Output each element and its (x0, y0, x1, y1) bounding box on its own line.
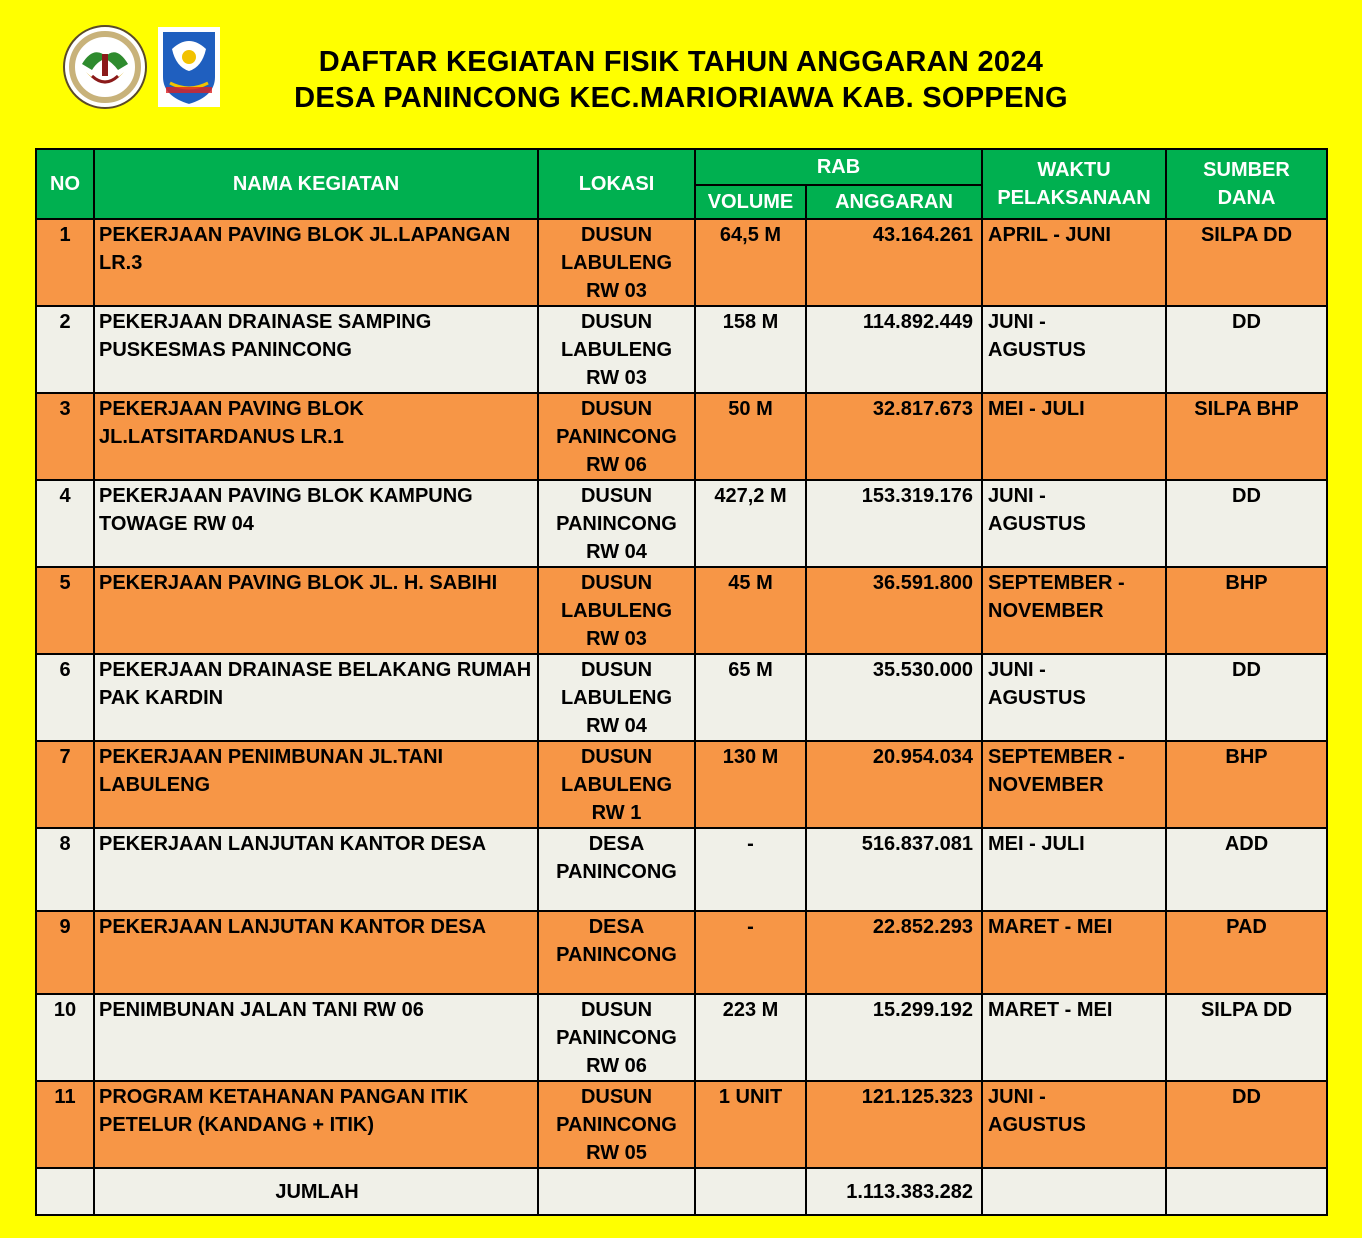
lokasi-line: RW 06 (586, 454, 647, 476)
cell-nama-kegiatan: PEKERJAAN PAVING BLOK JL.LAPANGAN LR.3 (94, 219, 538, 306)
waktu-line: MARET - MEI (988, 999, 1113, 1021)
total-cell-lokasi (538, 1168, 695, 1215)
cell-nama-kegiatan: PEKERJAAN LANJUTAN KANTOR DESA (94, 828, 538, 911)
cell-nama-kegiatan: PEKERJAAN DRAINASE BELAKANG RUMAH PAK KARDIN (94, 654, 538, 741)
cell-nama-kegiatan: PEKERJAAN DRAINASE SAMPING PUSKESMAS PANINCONG (94, 306, 538, 393)
cell-sumber-dana: ADD (1166, 828, 1327, 911)
cell-no: 3 (36, 393, 94, 480)
cell-volume: 50 M (695, 393, 806, 480)
lokasi-line: PANINCONG (556, 944, 677, 966)
title-line-2: DESA PANINCONG KEC.MARIORIAWA KAB. SOPPENG (294, 82, 1068, 114)
cell-no: 9 (36, 911, 94, 994)
lokasi-line: DUSUN (580, 224, 653, 246)
lokasi-line: DESA (588, 833, 645, 855)
lokasi-line: RW 03 (586, 280, 647, 302)
cell-volume: 1 UNIT (695, 1081, 806, 1168)
cell-waktu-pelaksanaan (982, 741, 1166, 828)
cell-nama-kegiatan: PEKERJAAN LANJUTAN KANTOR DESA (94, 911, 538, 994)
cell-waktu-pelaksanaan (982, 654, 1166, 741)
cell-lokasi (538, 480, 695, 567)
total-label: JUMLAH (94, 1168, 538, 1215)
header-waktu-line-1: WAKTU (1037, 159, 1111, 181)
cell-no: 11 (36, 1081, 94, 1168)
waktu-line: JUNI - (988, 1086, 1046, 1108)
lokasi-line: RW 04 (586, 715, 647, 737)
cell-volume: 223 M (695, 994, 806, 1081)
cell-sumber-dana: DD (1166, 306, 1327, 393)
lokasi-line: RW 05 (586, 1142, 647, 1164)
cell-nama-kegiatan: PENIMBUNAN JALAN TANI RW 06 (94, 994, 538, 1081)
title-line-1: DAFTAR KEGIATAN FISIK TAHUN ANGGARAN 2024 (318, 46, 1044, 78)
cell-no: 6 (36, 654, 94, 741)
waktu-line: AGUSTUS (988, 513, 1086, 535)
waktu-line: AGUSTUS (988, 339, 1086, 361)
cell-anggaran: 43.164.261 (806, 219, 982, 306)
cell-sumber-dana: SILPA DD (1166, 219, 1327, 306)
table-row (36, 306, 1327, 393)
total-cell-no (36, 1168, 94, 1215)
cell-no: 8 (36, 828, 94, 911)
cell-volume: 427,2 M (695, 480, 806, 567)
cell-no: 2 (36, 306, 94, 393)
lokasi-line: RW 04 (586, 541, 647, 563)
waktu-line: AGUSTUS (988, 1114, 1086, 1136)
cell-lokasi (538, 567, 695, 654)
total-anggaran: 1.113.383.282 (806, 1168, 982, 1215)
cell-volume: 130 M (695, 741, 806, 828)
lokasi-line: RW 06 (586, 1055, 647, 1077)
header-no: NO (36, 149, 94, 219)
lokasi-line: LABULENG (560, 339, 673, 361)
cell-no: 1 (36, 219, 94, 306)
cell-anggaran: 20.954.034 (806, 741, 982, 828)
cell-sumber-dana: BHP (1166, 741, 1327, 828)
total-cell-sumber (1166, 1168, 1327, 1215)
header-waktu-line-2: PELAKSANAAN (997, 187, 1151, 209)
lokasi-line: LABULENG (560, 252, 673, 274)
table-row (36, 994, 1327, 1081)
cell-waktu-pelaksanaan (982, 994, 1166, 1081)
table-row (36, 393, 1327, 480)
lokasi-line: LABULENG (560, 687, 673, 709)
cell-volume: 45 M (695, 567, 806, 654)
cell-anggaran: 35.530.000 (806, 654, 982, 741)
cell-lokasi (538, 1081, 695, 1168)
cell-lokasi (538, 911, 695, 994)
cell-nama-kegiatan: PEKERJAAN PAVING BLOK JL. H. SABIHI (94, 567, 538, 654)
lokasi-line: PANINCONG (556, 513, 677, 535)
header-nama-kegiatan: NAMA KEGIATAN (94, 149, 538, 219)
header-anggaran: ANGGARAN (806, 185, 982, 219)
cell-sumber-dana: PAD (1166, 911, 1327, 994)
cell-sumber-dana: SILPA BHP (1166, 393, 1327, 480)
lokasi-line: PANINCONG (556, 1027, 677, 1049)
cell-sumber-dana: DD (1166, 1081, 1327, 1168)
header-sumber-line-2: DANA (1217, 187, 1276, 209)
header-waktu-pelaksanaan (982, 149, 1166, 219)
total-cell-volume (695, 1168, 806, 1215)
cell-nama-kegiatan: PEKERJAAN PENIMBUNAN JL.TANI LABULENG (94, 741, 538, 828)
waktu-line: MEI - JULI (988, 398, 1085, 420)
lokasi-line: PANINCONG (556, 426, 677, 448)
cell-waktu-pelaksanaan (982, 393, 1166, 480)
cell-waktu-pelaksanaan (982, 1081, 1166, 1168)
waktu-line: APRIL - JUNI (988, 224, 1111, 246)
lokasi-line: DUSUN (580, 311, 653, 333)
cell-volume: 158 M (695, 306, 806, 393)
lokasi-line: DESA (588, 916, 645, 938)
header-sumber-line-1: SUMBER (1203, 159, 1290, 181)
cell-lokasi (538, 393, 695, 480)
waktu-line: SEPTEMBER - (988, 572, 1125, 594)
cell-lokasi (538, 306, 695, 393)
lokasi-line: DUSUN (580, 1086, 653, 1108)
lokasi-line: DUSUN (580, 572, 653, 594)
waktu-line: SEPTEMBER - (988, 746, 1125, 768)
cell-anggaran: 32.817.673 (806, 393, 982, 480)
cell-lokasi (538, 219, 695, 306)
cell-sumber-dana: DD (1166, 654, 1327, 741)
lokasi-line: LABULENG (560, 600, 673, 622)
waktu-line: JUNI - (988, 659, 1046, 681)
table-row (36, 567, 1327, 654)
cell-lokasi (538, 994, 695, 1081)
cell-anggaran: 114.892.449 (806, 306, 982, 393)
header-sumber-dana (1166, 149, 1327, 219)
cell-volume: - (695, 911, 806, 994)
table-row (36, 1081, 1327, 1168)
waktu-line: MEI - JULI (988, 833, 1085, 855)
lokasi-line: RW 03 (586, 367, 647, 389)
lokasi-line: DUSUN (580, 398, 653, 420)
activity-table (35, 148, 1328, 1216)
cell-waktu-pelaksanaan (982, 306, 1166, 393)
cell-no: 5 (36, 567, 94, 654)
cell-anggaran: 36.591.800 (806, 567, 982, 654)
waktu-line: MARET - MEI (988, 916, 1113, 938)
cell-waktu-pelaksanaan (982, 828, 1166, 911)
table-row (36, 654, 1327, 741)
table-row (36, 911, 1327, 994)
lokasi-line: LABULENG (560, 774, 673, 796)
cell-anggaran: 15.299.192 (806, 994, 982, 1081)
lokasi-line: PANINCONG (556, 1114, 677, 1136)
cell-sumber-dana: SILPA DD (1166, 994, 1327, 1081)
header-rab: RAB (695, 149, 982, 185)
waktu-line: AGUSTUS (988, 687, 1086, 709)
lokasi-line: PANINCONG (556, 861, 677, 883)
waktu-line: NOVEMBER (988, 600, 1104, 622)
waktu-line: JUNI - (988, 485, 1046, 507)
cell-waktu-pelaksanaan (982, 219, 1166, 306)
table-row (36, 828, 1327, 911)
cell-waktu-pelaksanaan (982, 480, 1166, 567)
cell-volume: - (695, 828, 806, 911)
table-row (36, 480, 1327, 567)
lokasi-line: RW 1 (591, 802, 642, 824)
cell-nama-kegiatan: PEKERJAAN PAVING BLOK KAMPUNG TOWAGE RW 04 (94, 480, 538, 567)
cell-sumber-dana: BHP (1166, 567, 1327, 654)
cell-anggaran: 121.125.323 (806, 1081, 982, 1168)
lokasi-line: DUSUN (580, 485, 653, 507)
cell-no: 10 (36, 994, 94, 1081)
waktu-line: JUNI - (988, 311, 1046, 333)
cell-lokasi (538, 741, 695, 828)
cell-anggaran: 22.852.293 (806, 911, 982, 994)
cell-anggaran: 153.319.176 (806, 480, 982, 567)
total-row (36, 1168, 1327, 1215)
total-cell-waktu (982, 1168, 1166, 1215)
waktu-line: NOVEMBER (988, 774, 1104, 796)
lokasi-line: DUSUN (580, 659, 653, 681)
lokasi-line: RW 03 (586, 628, 647, 650)
table-body (36, 219, 1327, 1215)
table-row (36, 741, 1327, 828)
cell-volume: 65 M (695, 654, 806, 741)
cell-nama-kegiatan: PROGRAM KETAHANAN PANGAN ITIK PETELUR (KANDANG + ITIK) (94, 1081, 538, 1168)
cell-nama-kegiatan: PEKERJAAN PAVING BLOK JL.LATSITARDANUS LR.1 (94, 393, 538, 480)
cell-sumber-dana: DD (1166, 480, 1327, 567)
cell-waktu-pelaksanaan (982, 911, 1166, 994)
cell-no: 7 (36, 741, 94, 828)
cell-lokasi (538, 654, 695, 741)
lokasi-line: DUSUN (580, 999, 653, 1021)
table-row (36, 219, 1327, 306)
lokasi-line: DUSUN (580, 746, 653, 768)
cell-anggaran: 516.837.081 (806, 828, 982, 911)
header-volume: VOLUME (695, 185, 806, 219)
cell-waktu-pelaksanaan (982, 567, 1166, 654)
cell-volume: 64,5 M (695, 219, 806, 306)
page-title (0, 44, 1362, 116)
cell-lokasi (538, 828, 695, 911)
cell-no: 4 (36, 480, 94, 567)
header-lokasi: LOKASI (538, 149, 695, 219)
